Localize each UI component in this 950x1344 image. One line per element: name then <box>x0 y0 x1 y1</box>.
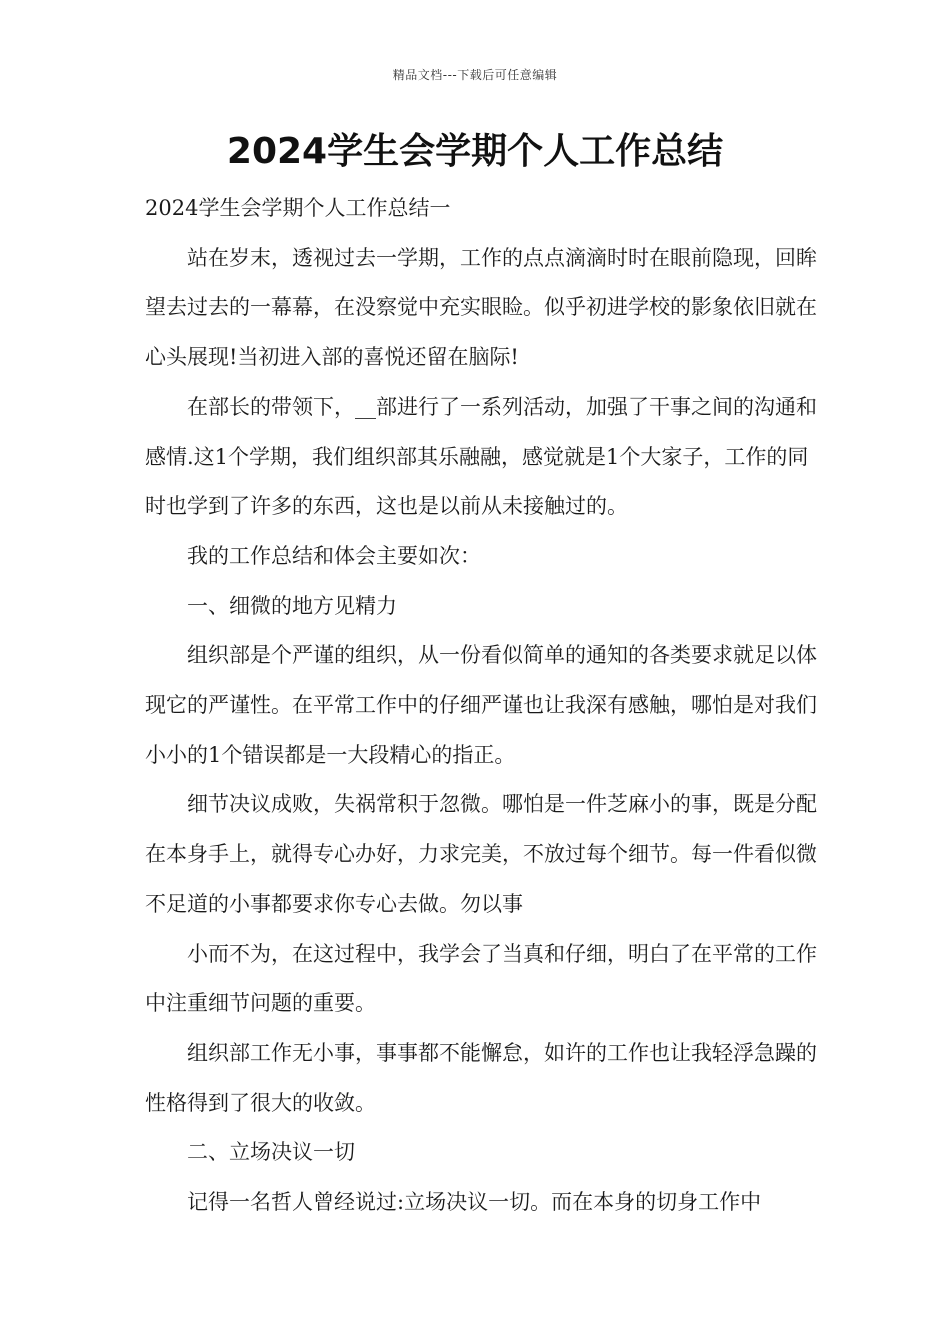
paragraph: 组织部工作无小事，事事都不能懈怠，如许的工作也让我轻浮急躁的性格得到了很大的收敛。 <box>145 1040 817 1115</box>
paragraph: 在部长的带领下，__部进行了一系列活动，加强了干事之间的沟通和感情.这1个学期，我们组织部其乐融融，感觉就是1个大家子，工作的同时也学到了许多的东西，这也是以前从未接触过的。 <box>145 394 817 519</box>
document-body <box>145 184 821 1228</box>
document-title: 2024学生会学期个人工作总结 <box>226 131 724 172</box>
header-note: 精品文档---下载后可任意编辑 <box>392 68 558 82</box>
paragraph: 我的工作总结和体会主要如次： <box>187 543 481 568</box>
paragraph: 站在岁末，透视过去一学期，工作的点点滴滴时时在眼前隐现，回眸望去过去的一幕幕，在没察觉中充实眼睑。似乎初进学校的影象依旧就在心头展现!当初进入部的喜悦还留在脑际! <box>145 245 817 370</box>
subtitle-paragraph: 2024学生会学期个人工作总结一 <box>145 196 451 220</box>
paragraph: 小而不为，在这过程中，我学会了当真和仔细，明白了在平常的工作中注重细节问题的重要。 <box>145 941 817 1016</box>
section-heading: 二、立场决议一切 <box>187 1140 355 1165</box>
section-heading: 一、细微的地方见精力 <box>187 593 397 618</box>
paragraph: 记得一名哲人曾经说过:立场决议一切。而在本身的切身工作中 <box>187 1190 762 1215</box>
paragraph: 组织部是个严谨的组织，从一份看似简单的通知的各类要求就足以体现它的严谨性。在平常工作中的仔细严谨也让我深有感触，哪怕是对我们小小的1个错误都是一大段精心的指正。 <box>145 643 817 767</box>
paragraph: 细节决议成败，失祸常积于忽微。哪怕是一件芝麻小的事，既是分配在本身手上，就得专心办好，力求完美，不放过每个细节。每一件看似微不足道的小事都要求你专心去做。勿以事 <box>145 792 817 916</box>
